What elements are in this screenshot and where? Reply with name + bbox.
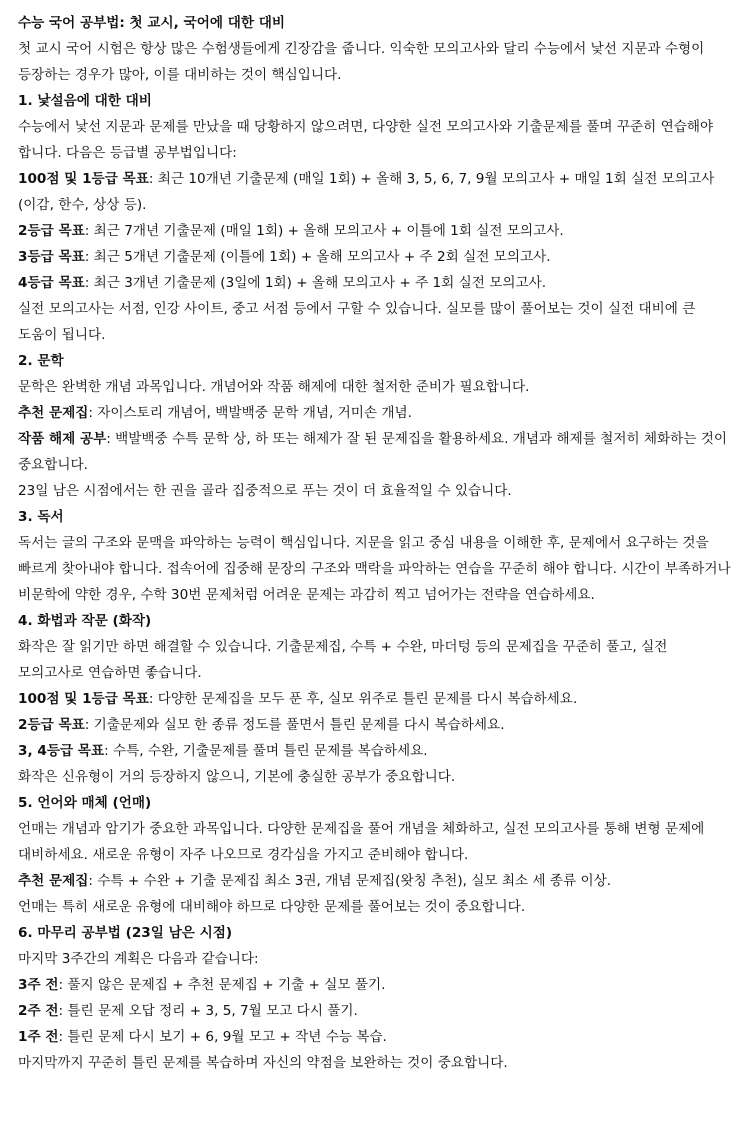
item-text: : 수특, 수완, 기출문제를 풀며 틀린 문제를 복습하세요. <box>104 743 428 759</box>
paragraph: 수능에서 낯선 지문과 문제를 만났을 때 당황하지 않으려면, 다양한 실전 모의고사와 기출문제를 풀며 꾸준히 연습해야 합니다. 다음은 등급별 공부법입니다: <box>18 119 714 161</box>
item-text: : 수특 + 수완 + 기출 문제집 최소 3권, 개념 문제집(왓칭 추천), 실모 최소 세 종류 이상. <box>88 873 612 889</box>
labeled-item <box>18 166 735 218</box>
labeled-item <box>18 400 735 426</box>
item-text: : 최근 3개년 기출문제 (3일에 1회) + 올해 모의고사 + 주 1회 실전 모의고사. <box>84 275 547 291</box>
labeled-item <box>18 868 735 894</box>
paragraph: 독서는 글의 구조와 문맥을 파악하는 능력이 핵심입니다. 지문을 읽고 중심 내용을 이해한 후, 문제에서 요구하는 것을 빠르게 찾아내야 합니다. 접속어에 집중해 문장의 구조와 맥락을 파악하는 연습을 꾸준히 해야 합니다. 시간이 부족하거나 비문학에 약한 경우, 수학 30번 문제처럼 어려운 문제는 과감히 찍고 넘어가는 전략을 연습하세요. <box>18 535 731 603</box>
item-label: 3등급 목표 <box>18 249 85 265</box>
item-label: 2등급 목표 <box>18 717 85 733</box>
labeled-item <box>18 218 735 244</box>
labeled-item <box>18 270 735 296</box>
item-text: : 백발백중 수특 문학 상, 하 또는 해제가 잘 된 문제집을 활용하세요. 개념과 해제를 철저히 체화하는 것이 중요합니다. <box>18 431 728 473</box>
labeled-item <box>18 738 735 764</box>
item-text: : 풀지 않은 문제집 + 추천 문제집 + 기출 + 실모 풀기. <box>58 977 386 993</box>
labeled-item <box>18 1024 735 1050</box>
paragraph: 화작은 신유형이 거의 등장하지 않으니, 기본에 충실한 공부가 중요합니다. <box>18 769 456 785</box>
section-heading: 3. 독서 <box>18 509 64 525</box>
item-text: : 틀린 문제 오답 정리 + 3, 5, 7월 모고 다시 풀기. <box>58 1003 358 1019</box>
item-label: 3주 전 <box>18 977 59 993</box>
paragraph: 언매는 특히 새로운 유형에 대비해야 하므로 다양한 문제를 풀어보는 것이 중요합니다. <box>18 899 526 915</box>
item-label: 추천 문제집 <box>18 873 89 889</box>
section-heading: 6. 마무리 공부법 (23일 남은 시점) <box>18 925 233 941</box>
document-body <box>18 88 735 1076</box>
item-label: 추천 문제집 <box>18 405 89 421</box>
item-label: 작품 해제 공부 <box>18 431 107 447</box>
item-text: : 자이스토리 개념어, 백발백중 문학 개념, 거미손 개념. <box>88 405 412 421</box>
page-title: 수능 국어 공부법: 첫 교시, 국어에 대한 대비 <box>18 15 285 31</box>
item-text: : 기출문제와 실모 한 종류 정도를 풀면서 틀린 문제를 다시 복습하세요. <box>84 717 505 733</box>
item-text: : 최근 7개년 기출문제 (매일 1회) + 올해 모의고사 + 이틀에 1회 실전 모의고사. <box>84 223 564 239</box>
item-text: : 최근 10개년 기출문제 (매일 1회) + 올해 3, 5, 6, 7, 9월 모의고사 + 매일 1회 실전 모의고사(이감, 한수, 상상 등). <box>18 171 715 213</box>
paragraph: 23일 남은 시점에서는 한 권을 골라 집중적으로 푸는 것이 더 효율적일 수 있습니다. <box>18 483 512 499</box>
labeled-item <box>18 426 735 478</box>
item-label: 1주 전 <box>18 1029 59 1045</box>
paragraph: 실전 모의고사는 서점, 인강 사이트, 중고 서점 등에서 구할 수 있습니다. 실모를 많이 풀어보는 것이 실전 대비에 큰 도움이 됩니다. <box>18 301 696 343</box>
section-heading: 2. 문학 <box>18 353 64 369</box>
item-label: 100점 및 1등급 목표 <box>18 171 149 187</box>
item-label: 3, 4등급 목표 <box>18 743 105 759</box>
item-text: : 틀린 문제 다시 보기 + 6, 9월 모고 + 작년 수능 복습. <box>58 1029 387 1045</box>
item-label: 2등급 목표 <box>18 223 85 239</box>
labeled-item <box>18 972 735 998</box>
item-text: : 다양한 문제집을 모두 푼 후, 실모 위주로 틀린 문제를 다시 복습하세요. <box>148 691 578 707</box>
labeled-item <box>18 686 735 712</box>
paragraph: 마지막 3주간의 계획은 다음과 같습니다: <box>18 951 259 967</box>
item-label: 2주 전 <box>18 1003 59 1019</box>
paragraph: 언매는 개념과 암기가 중요한 과목입니다. 다양한 문제집을 풀어 개념을 체화하고, 실전 모의고사를 통해 변형 문제에 대비하세요. 새로운 유형이 자주 나오므로 경각심을 가지고 준비해야 합니다. <box>18 821 705 863</box>
labeled-item <box>18 998 735 1024</box>
paragraph: 문학은 완벽한 개념 과목입니다. 개념어와 작품 해제에 대한 철저한 준비가 필요합니다. <box>18 379 530 395</box>
labeled-item <box>18 244 735 270</box>
labeled-item <box>18 712 735 738</box>
section-heading: 4. 화법과 작문 (화작) <box>18 613 152 629</box>
section-heading: 1. 낯설음에 대한 대비 <box>18 93 152 109</box>
item-text: : 최근 5개년 기출문제 (이틀에 1회) + 올해 모의고사 + 주 2회 실전 모의고사. <box>84 249 551 265</box>
paragraph: 화작은 잘 읽기만 하면 해결할 수 있습니다. 기출문제집, 수특 + 수완, 마더텅 등의 문제집을 꾸준히 풀고, 실전 모의고사로 연습하면 좋습니다. <box>18 639 668 681</box>
item-label: 4등급 목표 <box>18 275 85 291</box>
section-heading: 5. 언어와 매체 (언매) <box>18 795 152 811</box>
intro-paragraph: 첫 교시 국어 시험은 항상 많은 수험생들에게 긴장감을 줍니다. 익숙한 모의고사와 달리 수능에서 낯선 지문과 수형이 등장하는 경우가 많아, 이를 대비하는 것이 핵심입니다. <box>18 41 705 83</box>
item-label: 100점 및 1등급 목표 <box>18 691 149 707</box>
paragraph: 마지막까지 꾸준히 틀린 문제를 복습하며 자신의 약점을 보완하는 것이 중요합니다. <box>18 1055 508 1071</box>
